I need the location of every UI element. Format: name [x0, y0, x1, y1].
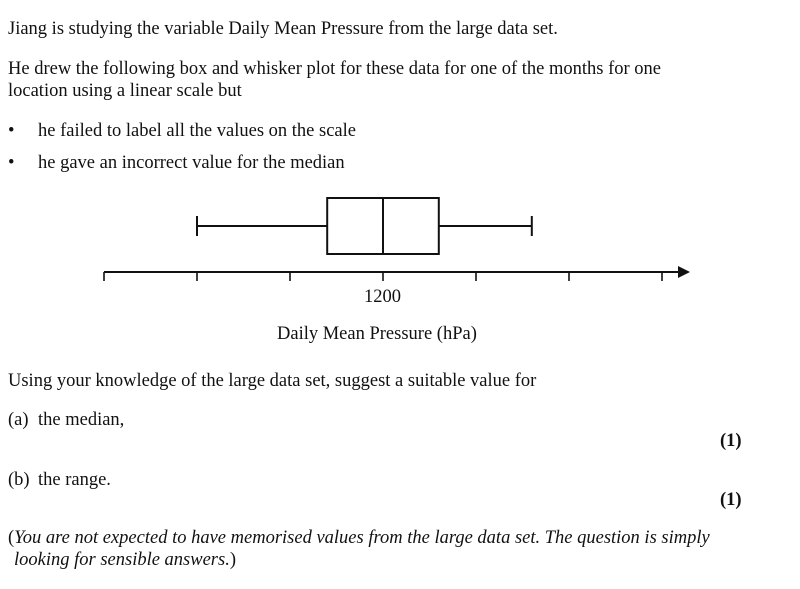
bullet-marker: •: [8, 121, 15, 141]
bullet-2: he gave an incorrect value for the median: [38, 153, 345, 173]
box-plot: [197, 198, 532, 254]
axis-ticks: [104, 272, 662, 281]
note-text-2: looking for sensible answers.: [14, 550, 230, 570]
prompt-line: Using your knowledge of the large data set, suggest a suitable value for: [8, 371, 537, 391]
context-line-2: location using a linear scale but: [8, 81, 242, 101]
part-b-label: (b): [8, 470, 30, 490]
bullet-marker: •: [8, 153, 15, 173]
part-a-label: (a): [8, 410, 29, 430]
axis-title: Daily Mean Pressure (hPa): [277, 324, 477, 344]
note-text-1: You are not expected to have memorised values from the large data set. The question is simply: [14, 528, 710, 548]
part-a-marks: (1): [720, 431, 742, 451]
note-line-1: (You are not expected to have memorised values from the large data set. The question is simply: [8, 528, 710, 548]
bullet-1: he failed to label all the values on the scale: [38, 121, 356, 141]
number-line: [104, 266, 690, 278]
intro-line: Jiang is studying the variable Daily Mean Pressure from the large data set.: [8, 19, 558, 39]
note-line-2: looking for sensible answers.): [14, 550, 237, 570]
context-line-1: He drew the following box and whisker plot for these data for one of the months for one: [8, 59, 661, 79]
axis-arrow: [678, 266, 690, 278]
tick-label-1200: 1200: [364, 287, 401, 307]
part-a-text: the median,: [38, 410, 125, 430]
part-b-marks: (1): [720, 490, 742, 510]
part-b-text: the range.: [38, 470, 111, 490]
